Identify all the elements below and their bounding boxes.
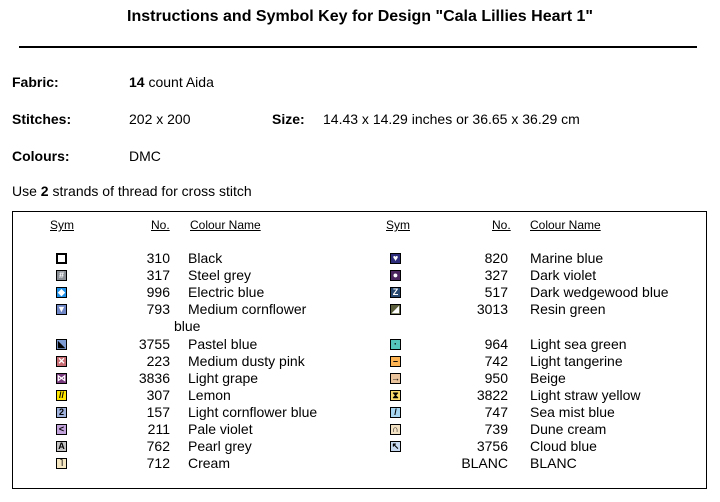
- colour-name: Cream: [188, 455, 231, 471]
- size-value: 14.43 x 14.29 inches or 36.65 x 36.29 cm: [323, 111, 580, 127]
- colour-name: Dark violet: [530, 267, 597, 283]
- dmc-number: 317: [146, 267, 170, 283]
- key-row: [0, 301, 720, 318]
- dmc-number: 820: [484, 250, 508, 266]
- header-name-right: Colour Name: [530, 218, 601, 232]
- slash-single-icon: /: [390, 407, 401, 418]
- header-sym-right: Sym: [386, 218, 410, 232]
- colour-name: Electric blue: [188, 284, 265, 300]
- corner-bracket-icon: ˥: [56, 458, 67, 469]
- colour-name: Medium cornflower: [188, 301, 307, 317]
- dmc-number: 747: [484, 404, 508, 420]
- dash-icon: –: [390, 356, 401, 367]
- down-triangle-icon: ▼: [57, 304, 66, 314]
- dmc-number: 3822: [476, 387, 508, 403]
- strands-instruction: Use 2 strands of thread for cross stitch: [12, 183, 252, 199]
- dmc-number: 3755: [138, 336, 170, 352]
- fabric-value: [129, 74, 214, 90]
- key-row: [0, 267, 720, 284]
- colour-name: Lemon: [188, 387, 231, 403]
- colour-name: Marine blue: [530, 250, 604, 266]
- dmc-number: BLANC: [461, 455, 508, 471]
- colour-name: Light sea green: [530, 336, 627, 352]
- stitches-value: 202 x 200: [129, 111, 191, 127]
- fabric-type: count Aida: [144, 74, 214, 90]
- key-row: [0, 284, 720, 301]
- colours-value: DMC: [129, 148, 161, 164]
- key-row: [0, 370, 720, 387]
- colour-name: Dune cream: [530, 421, 607, 437]
- key-row: [0, 438, 720, 455]
- dmc-number: 327: [484, 267, 508, 283]
- dmc-number: 996: [146, 284, 170, 300]
- key-row: [0, 421, 720, 438]
- colour-name: Light straw yellow: [530, 387, 641, 403]
- header-no-left: No.: [151, 218, 170, 232]
- colour-name: Light grape: [188, 370, 259, 386]
- title-divider: [19, 46, 697, 48]
- dmc-number: 950: [484, 370, 508, 386]
- arrow-right-icon: →: [391, 373, 400, 383]
- dmc-number: 964: [484, 336, 508, 352]
- colour-name: Pastel blue: [188, 336, 258, 352]
- dmc-number: 307: [146, 387, 170, 403]
- slash-icon: //: [56, 390, 67, 401]
- letter-a-icon: A: [56, 441, 67, 452]
- colour-name: Pearl grey: [188, 438, 252, 454]
- colour-name: BLANC: [530, 455, 577, 471]
- fabric-count: 14: [129, 74, 145, 90]
- dmc-number: 3756: [476, 438, 508, 454]
- key-row: [0, 455, 720, 472]
- cross-icon: ✕: [57, 356, 66, 366]
- colour-name: Resin green: [530, 301, 606, 317]
- dmc-number: 157: [146, 404, 170, 420]
- arrow-up-left-icon: ↖: [391, 441, 400, 451]
- strand-count: 2: [40, 183, 49, 199]
- colours-label: Colours:: [12, 148, 70, 164]
- stitches-label: Stitches:: [12, 111, 72, 127]
- key-row: [0, 353, 720, 370]
- colour-name-continuation: blue: [174, 318, 201, 334]
- dmc-number: 211: [147, 421, 170, 437]
- dmc-number: 517: [484, 284, 508, 300]
- dmc-number: 3013: [476, 301, 508, 317]
- key-row: [0, 250, 720, 267]
- colour-name: Beige: [530, 370, 566, 386]
- numeral-two-icon: 2: [56, 407, 67, 418]
- dmc-number: 762: [146, 438, 170, 454]
- dot-icon: ·: [390, 339, 401, 350]
- hash-icon: #: [56, 270, 67, 281]
- letter-z-icon: Z: [390, 287, 401, 298]
- dmc-number: 712: [146, 455, 170, 471]
- colour-name: Steel grey: [188, 267, 252, 283]
- arch-icon: ∩: [390, 424, 401, 435]
- dmc-number: 223: [146, 353, 170, 369]
- size-label: Size:: [272, 111, 305, 127]
- colour-name: Light tangerine: [530, 353, 623, 369]
- dmc-number: 793: [146, 301, 170, 317]
- colour-name: Dark wedgewood blue: [530, 284, 669, 300]
- colour-name: Black: [188, 250, 223, 266]
- circle-icon: ●: [390, 270, 401, 281]
- colour-name: Sea mist blue: [530, 404, 615, 420]
- colour-name: Pale violet: [188, 421, 253, 437]
- diamond-icon: ◆: [56, 287, 67, 298]
- bowtie-icon: ⋈: [57, 373, 66, 383]
- fabric-label: Fabric:: [12, 74, 59, 90]
- dmc-number: 739: [484, 421, 508, 437]
- key-row: [0, 336, 720, 353]
- heart-icon: ♥: [390, 253, 401, 264]
- colour-name: Medium dusty pink: [188, 353, 305, 369]
- corner-triangle-icon: ◣: [56, 339, 67, 350]
- colour-name: Cloud blue: [530, 438, 597, 454]
- less-than-icon: <: [56, 424, 67, 435]
- header-name-left: Colour Name: [190, 218, 261, 232]
- blank-icon: [390, 458, 401, 469]
- header-sym-left: Sym: [50, 218, 74, 232]
- dmc-number: 742: [484, 353, 508, 369]
- dmc-number: 3836: [138, 370, 170, 386]
- header-no-right: No.: [492, 218, 511, 232]
- key-row: [0, 387, 720, 404]
- page-title: Instructions and Symbol Key for Design "Cala Lillies Heart 1": [127, 8, 593, 25]
- colour-name: Light cornflower blue: [188, 404, 318, 420]
- half-triangle-icon: ◢: [390, 304, 401, 315]
- key-row: [0, 404, 720, 421]
- dmc-number: 310: [146, 250, 170, 266]
- hourglass-icon: ⧗: [390, 390, 401, 401]
